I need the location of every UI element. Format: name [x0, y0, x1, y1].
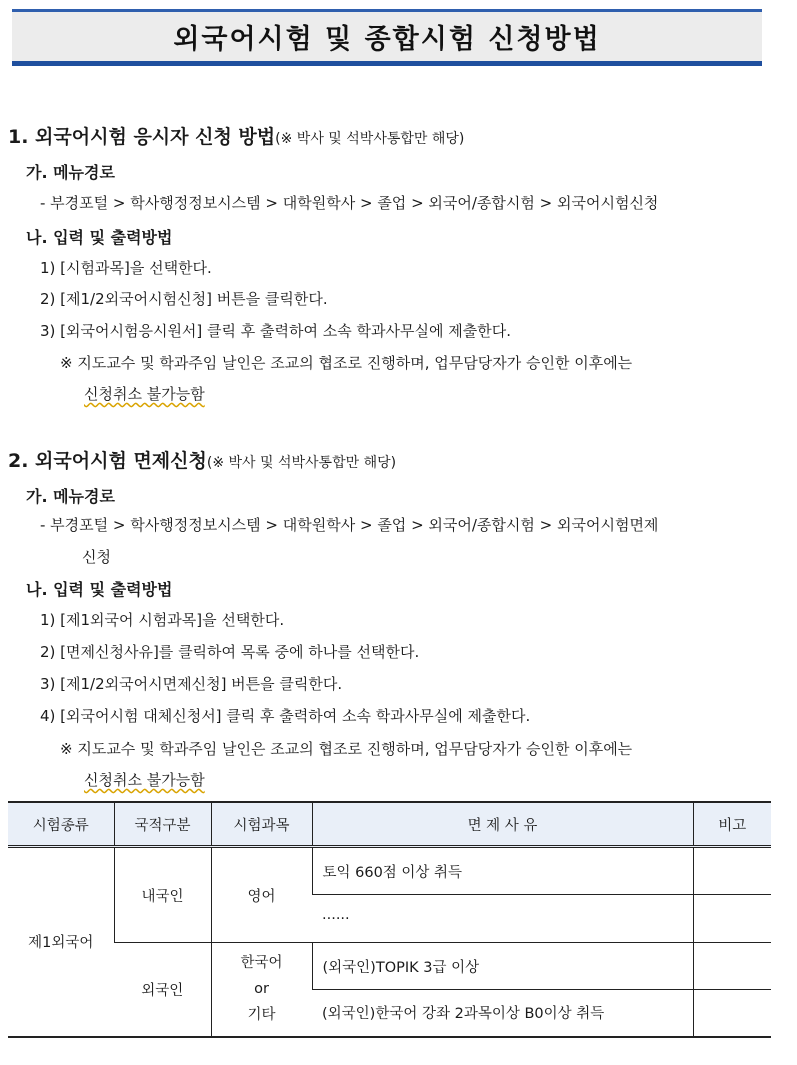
header-remark: 비고: [693, 802, 771, 847]
section1-step-1: 1) [시험과목]을 선택한다.: [40, 259, 212, 277]
table-header-row: [8, 802, 771, 847]
section2-step-2: 2) [면제신청사유]를 클릭하여 목록 중에 하나를 선택한다.: [40, 643, 420, 661]
section1-menu-path: - 부경포털 > 학사행정정보시스템 > 대학원학사 > 졸업 > 외국어/종합시험 > 외국어시험신청: [40, 194, 659, 212]
header-subject: 시험과목: [211, 802, 312, 847]
section2-heading-note: (※ 박사 및 석박사통합만 해당): [206, 455, 397, 471]
section2-heading: [8, 446, 396, 473]
cell-reason-topik: (외국인)TOPIK 3급 이상: [312, 943, 693, 990]
subject-other-label: 기타: [247, 1007, 276, 1024]
cell-reason-course: (외국인)한국어 강좌 2과목이상 B0이상 취득: [312, 990, 693, 1037]
cell-foreign: 외국인: [114, 943, 211, 1037]
page-title-box: [12, 9, 762, 66]
cell-domestic: 내국인: [114, 847, 211, 943]
section2-menu-path-line2: 신청: [82, 548, 111, 566]
section1-heading: [8, 122, 464, 149]
cell-reason-etc: ······: [312, 895, 693, 943]
section1-step-2: 2) [제1/2외국어시험신청] 버튼을 클릭한다.: [40, 290, 328, 308]
section2-menu-path-line1: - 부경포털 > 학사행정정보시스템 > 대학원학사 > 졸업 > 외국어/종합시험 > 외국어시험면제: [40, 516, 659, 534]
header-nationality: 국적구분: [114, 802, 211, 847]
table-row: [8, 943, 771, 990]
section1-note-line2: 신청취소 불가능함: [84, 385, 205, 403]
page-title: 외국어시험 및 종합시험 신청방법: [173, 24, 601, 55]
section2-step-1: 1) [제1외국어 시험과목]을 선택한다.: [40, 611, 285, 629]
cell-exam-type: 제1외국어: [8, 847, 114, 1037]
subject-korean-label: 한국어: [240, 955, 283, 972]
cell-remark-2: [693, 895, 771, 943]
section2-note-line1: ※ 지도교수 및 학과주임 날인은 조교의 협조로 진행하며, 업무담당자가 승인한 이후에는: [60, 740, 633, 758]
section2-step-3: 3) [제1/2외국어시면제신청] 버튼을 클릭한다.: [40, 675, 343, 693]
table-row: [8, 847, 771, 895]
section2-note-line2: 신청취소 불가능함: [84, 771, 205, 789]
section1-note-line1: ※ 지도교수 및 학과주임 날인은 조교의 협조로 진행하며, 업무담당자가 승인한 이후에는: [60, 354, 633, 372]
cell-remark-4: [693, 990, 771, 1037]
section1-heading-text: 1. 외국어시험 응시자 신청 방법: [8, 126, 276, 148]
section1-step-3: 3) [외국어시험응시원서] 클릭 후 출력하여 소속 학과사무실에 제출한다.: [40, 322, 511, 340]
section2-io-heading: 나. 입력 및 출력방법: [26, 580, 173, 599]
cell-remark-3: [693, 943, 771, 990]
cell-reason-toeic: 토익 660점 이상 취득: [312, 847, 693, 895]
exemption-table: [8, 801, 771, 1038]
section2-menu-heading: 가. 메뉴경로: [26, 487, 115, 506]
subject-or-label: or: [254, 981, 269, 998]
header-reason: 면 제 사 유: [312, 802, 693, 847]
cell-subject-korean: [211, 943, 312, 1037]
section1-io-heading: 나. 입력 및 출력방법: [26, 228, 173, 247]
cell-remark-1: [693, 847, 771, 895]
section1-heading-note: (※ 박사 및 석박사통합만 해당): [275, 131, 465, 147]
section2-step-4: 4) [외국어시험 대체신청서] 클릭 후 출력하여 소속 학과사무실에 제출한다.: [40, 707, 531, 725]
section2-heading-text: 2. 외국어시험 면제신청: [8, 450, 207, 472]
cell-english: 영어: [211, 847, 312, 943]
header-exam-type: 시험종류: [8, 802, 114, 847]
section1-menu-heading: 가. 메뉴경로: [26, 163, 115, 182]
